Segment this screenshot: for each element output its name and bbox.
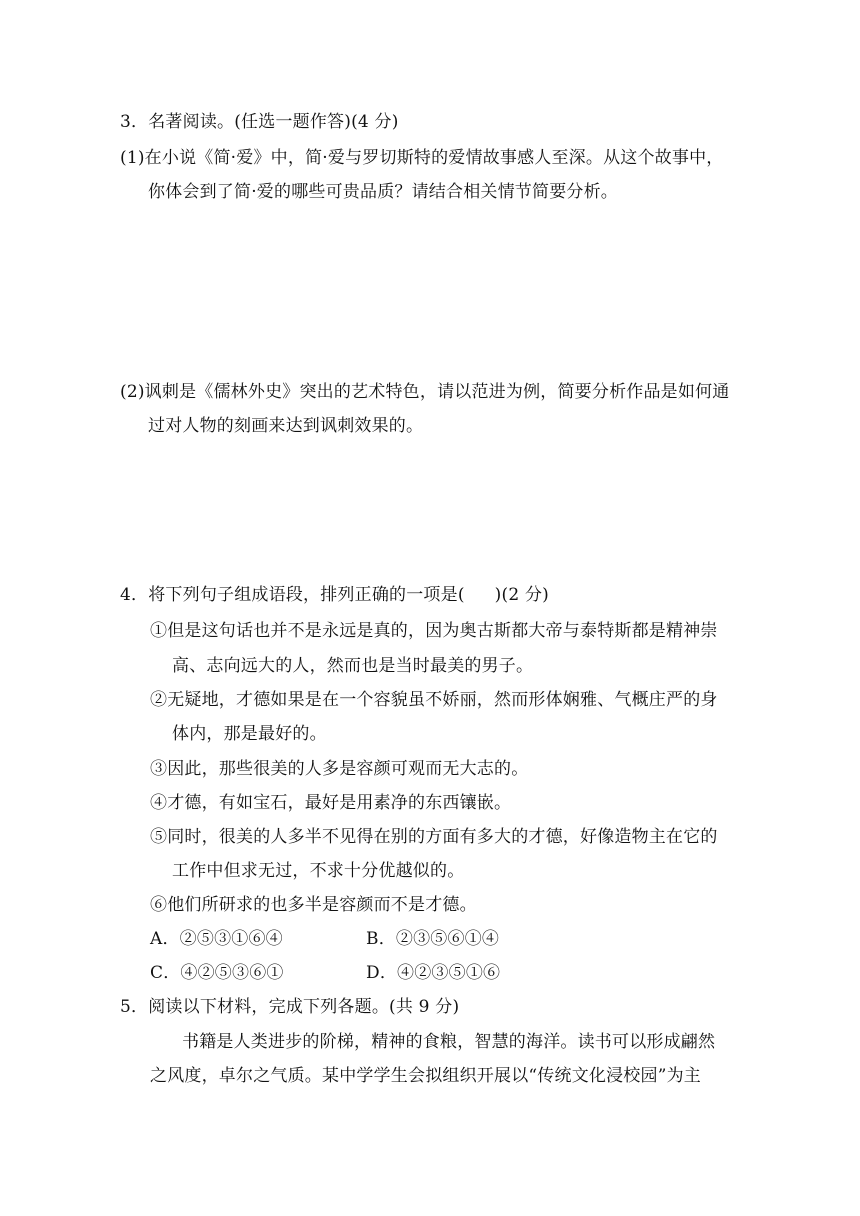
question-4-title-post: )(2 分): [494, 585, 549, 605]
sentence-4: ④才德，有如宝石，最好是用素净的东西镶嵌。: [150, 793, 512, 813]
sentence-5-line1: ⑤同时，很美的人多半不见得在别的方面有多大的才德，好像造物主在它的: [150, 827, 718, 847]
question-5-title: 5．阅读以下材料，完成下列各题。(共 9 分): [120, 997, 460, 1017]
question-3-sub1-line2: 你体会到了简·爱的哪些可贵品质？请结合相关情节简要分析。: [148, 182, 619, 202]
option-a: A．②⑤③①⑥④: [150, 929, 283, 949]
sentence-1-line2: 高、志向远大的人，然而也是当时最美的男子。: [172, 656, 534, 676]
sentence-5-line2: 工作中但求无过，不求十分优越似的。: [172, 861, 465, 881]
question-3-sub2-line2: 过对人物的刻画来达到讽刺效果的。: [148, 416, 424, 436]
sentence-3: ③因此，那些很美的人多是容颜可观而无大志的。: [150, 759, 529, 779]
option-d: D．④②③⑤①⑥: [366, 963, 501, 983]
sentence-2-line2: 体内，那是最好的。: [172, 724, 327, 744]
question-3-sub1-line1: (1)在小说《简·爱》中，简·爱与罗切斯特的爱情故事感人至深。从这个故事中，: [120, 148, 724, 168]
option-c: C．④②⑤③⑥①: [150, 963, 284, 983]
sentence-2-line1: ②无疑地，才德如果是在一个容貌虽不娇丽，然而形体娴雅、气概庄严的身: [150, 690, 718, 710]
sentence-6: ⑥他们所研求的也多半是容颜而不是才德。: [150, 895, 477, 915]
question-3-title: 3．名著阅读。(任选一题作答)(4 分): [120, 112, 399, 132]
question-3-sub2-line1: (2)讽刺是《儒林外史》突出的艺术特色，请以范进为例，简要分析作品是如何通: [120, 382, 730, 402]
question-5-paragraph-line2: 之风度，卓尔之气质。某中学学生会拟组织开展以“传统文化浸校园”为主: [150, 1066, 701, 1086]
question-4-title-pre: 4．将下列句子组成语段，排列正确的一项是(: [120, 585, 465, 605]
question-5-paragraph-line1: 书籍是人类进步的阶梯，精神的食粮，智慧的海洋。读书可以形成翩然: [182, 1032, 716, 1052]
sentence-1-line1: ①但是这句话也并不是永远是真的，因为奥古斯都大帝与泰特斯都是精神崇: [150, 621, 718, 641]
question-4-title: [120, 583, 549, 607]
option-b: B．②③⑤⑥①④: [366, 929, 500, 949]
